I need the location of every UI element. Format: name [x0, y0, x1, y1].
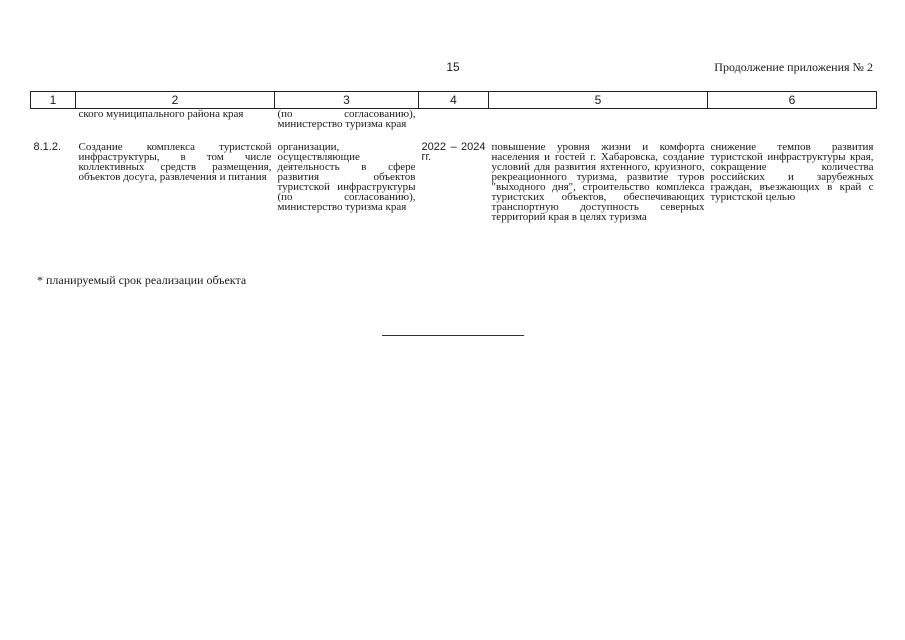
column-header: 6 [708, 92, 877, 109]
consequence-cell [708, 109, 877, 141]
program-table [30, 91, 877, 222]
consequence-cell: снижение темпов развития туристской инфраструктуры края, сокращение количества российских и зарубежных граждан, въезжающих в край с туристской целью [710, 141, 874, 203]
footnote: * планируемый срок реализации объекта [37, 273, 247, 287]
column-header: 4 [419, 92, 489, 109]
term-cell: 2022 – 2024 гг. [421, 141, 486, 163]
measure-cell: ского муниципального района края [78, 108, 244, 120]
term-cell [419, 109, 489, 141]
continuation-label: Продолжение приложения № 2 [714, 60, 873, 74]
column-header: 5 [489, 92, 708, 109]
end-divider [382, 335, 524, 336]
executor-cell: организации, осуществляющие деятельность в сфере развития объектов туристской инфраструктуры (по согласованию), министерство туризма края [277, 141, 416, 213]
measure-cell: Создание комплекса туристской инфраструктуры, в том числе коллективных средств размещения, объектов досуга, развлечения и питания [78, 141, 272, 183]
column-number-row [31, 92, 877, 109]
item-number [31, 109, 76, 141]
column-header: 2 [76, 92, 275, 109]
item-number: 8.1.2. [33, 141, 62, 153]
table-row [31, 140, 877, 222]
table-row [31, 109, 877, 141]
column-header: 1 [31, 92, 76, 109]
page-number: 15 [446, 60, 460, 74]
column-header: 3 [275, 92, 419, 109]
result-cell: повышение уровня жизни и комфорта населения и гостей г. Хабаровска, создание условий для развития яхтенного, круизного, рекреационного туризма, развитие туров "выходного дня", строительство комплекса туристских объектов, обеспечивающих транспортную доступность северных территорий края в целях туризма [491, 141, 705, 223]
result-cell [489, 109, 708, 141]
executor-cell: (по согласованию), министерство туризма края [277, 108, 416, 130]
